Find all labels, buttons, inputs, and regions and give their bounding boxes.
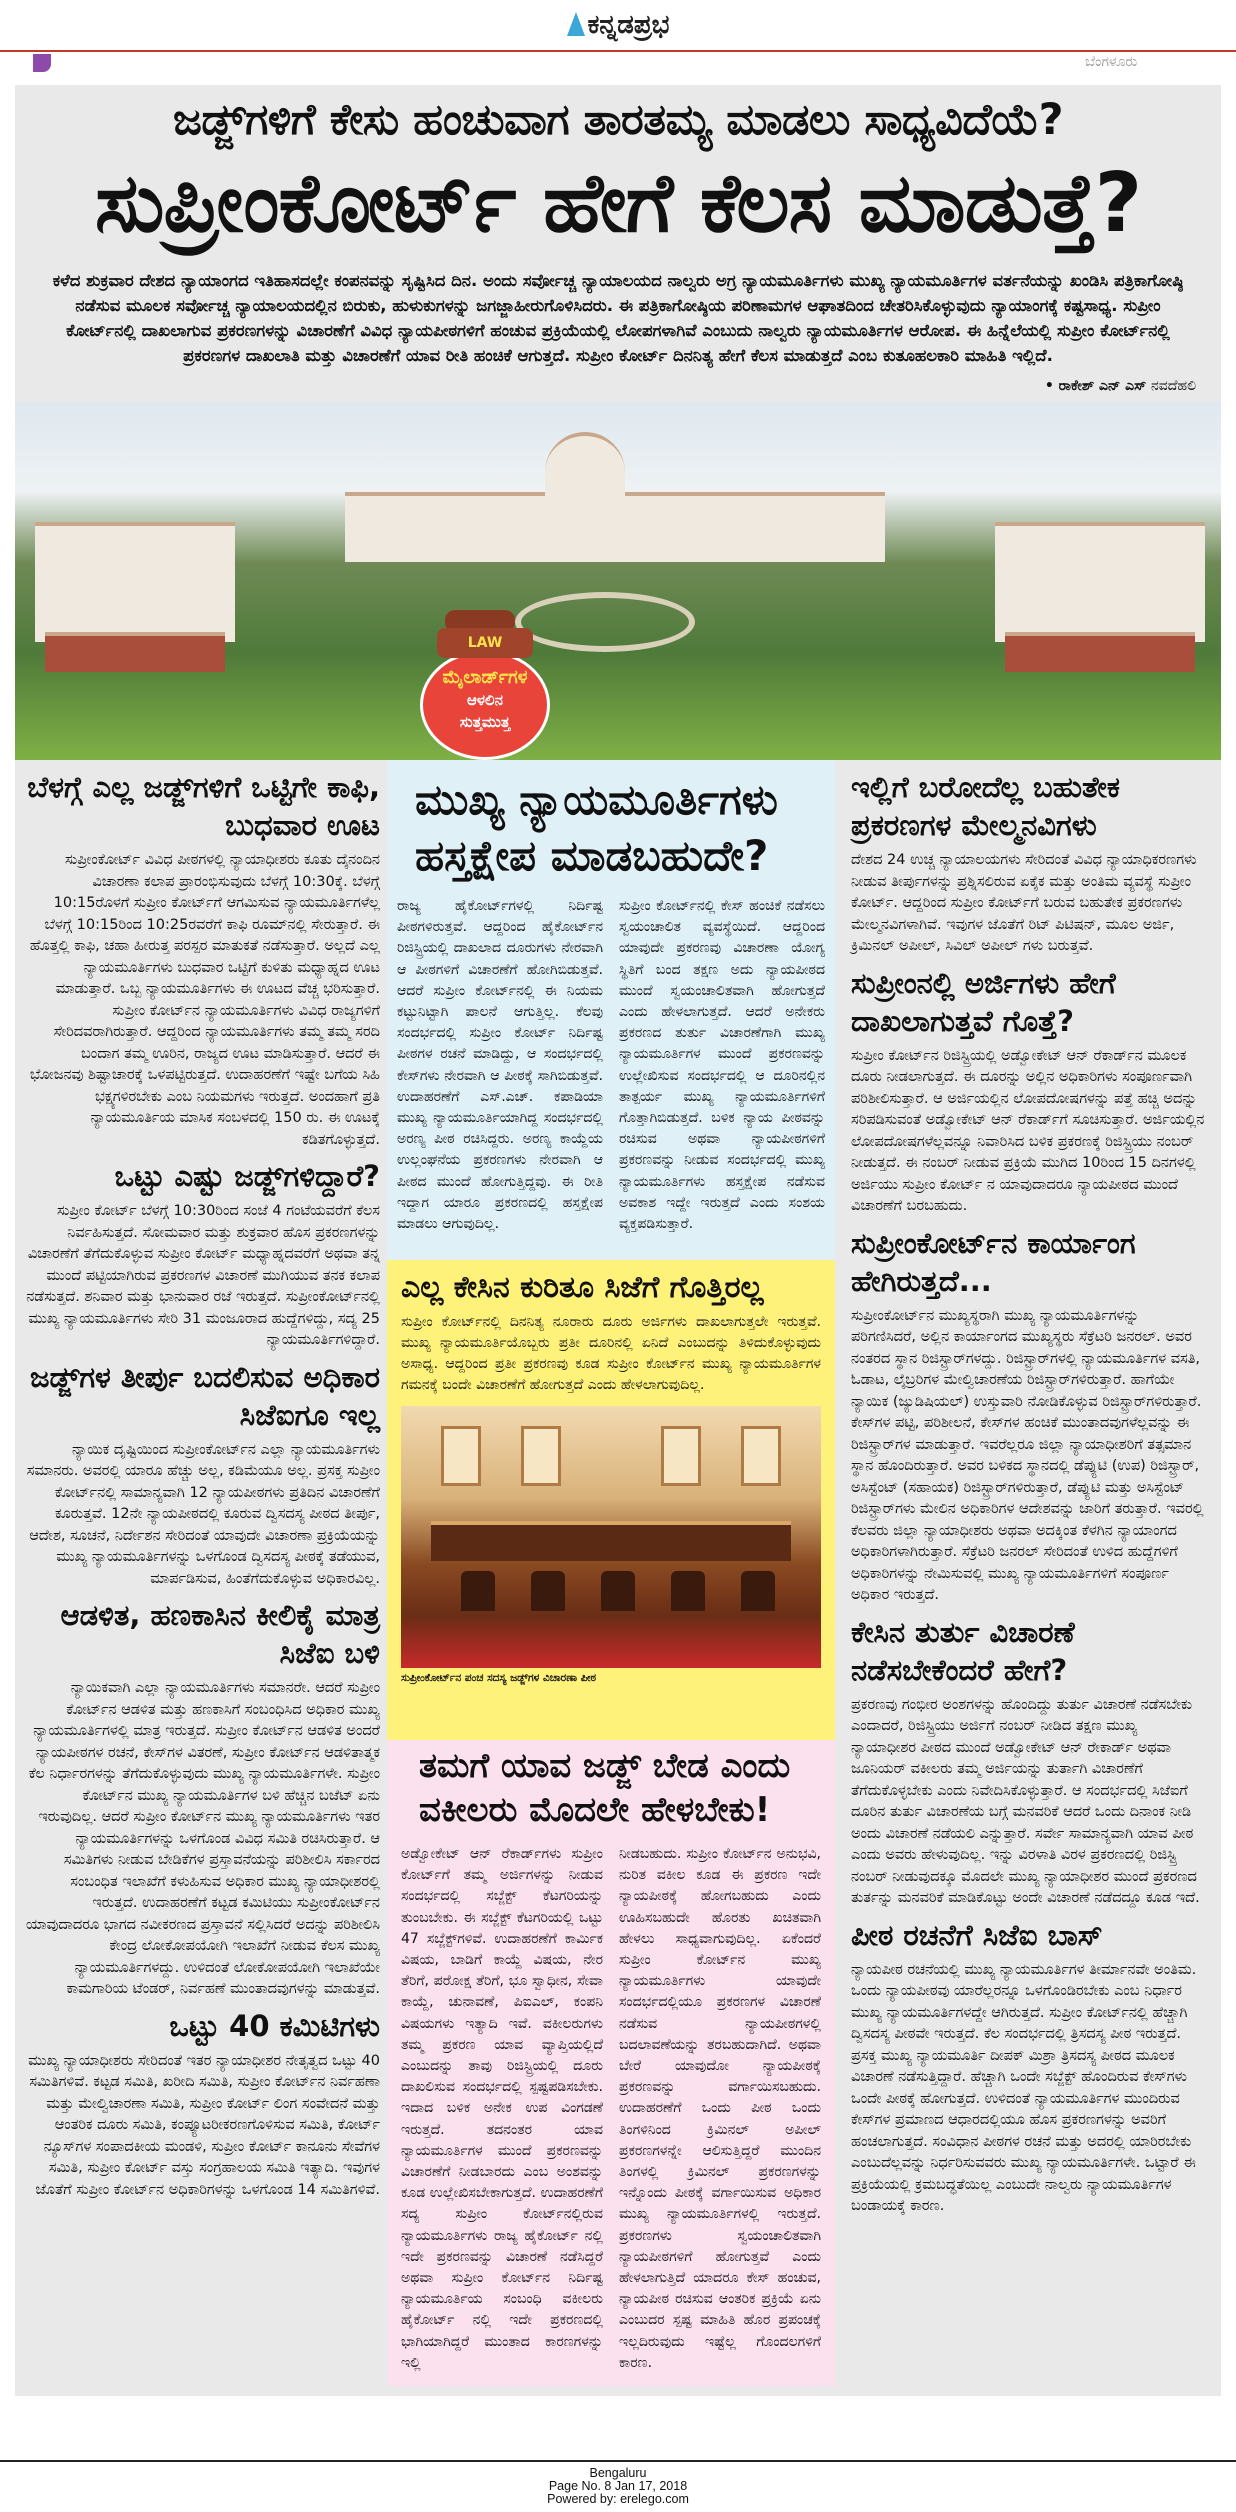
article-heading: ಇಲ್ಲಿಗೆ ಬರೋದೆಲ್ಲ ಬಹುತೇಕ ಪ್ರಕರಣಗಳ ಮೇಲ್ಮನವಿಗಳು <box>851 770 1120 842</box>
cji-intervention-box <box>387 760 835 1260</box>
article-body: ಮುಖ್ಯ ನ್ಯಾಯಾಧೀಶರು ಸೇರಿದಂತೆ ಇತರ ನ್ಯಾಯಾಧೀಶರ ನೇತೃತ್ವದ ಒಟ್ಟು 40 ಸಮಿತಿಗಳಿವೆ. ಕಟ್ಟಡ ಸಮಿತಿ, ಖರೀದಿ ಸಮಿತಿ, ಸುಪ್ರೀಂ ಕೋರ್ಟ್‌ನ ನಿರ್ವಹಣಾ ಮತ್ತು ಮೇಲ್ವಿಚಾರಣಾ ಸಮಿತಿ, ಸುಪ್ರೀಂ ಕೋರ್ಟ್ ಲಿಂಗ ಸಂವೇದನೆ ಮತ್ತು ಆಂತರಿಕ ದೂರು ಸಮಿತಿ, ಕಂಪ್ಯೂಟರೀಕರಣಗೊಳಿಸುವ ಸಮಿತಿ, ಕೋರ್ಟ್ ನ್ಯೂಸ್‌ಗಳ ಸಂಪಾದಕೀಯ ಮಂಡಳಿ, ಸುಪ್ರೀಂ ಕೋರ್ಟ್ ಕಾನೂನು ಸೇವೆಗಳ ಸಮಿತಿ, ಸುಪ್ರೀಂ ಕೋರ್ಟ್ ವಸ್ತು ಸಂಗ್ರಹಾಲಯ ಸಮಿತಿ ಇತ್ಯಾದಿ. ಇವುಗಳ ಜೊತೆಗೆ ಸುಪ್ರೀಂ ಕೋರ್ಟ್‌ನ ಅಧಿಕಾರಿಗಳನ್ನು ಒಳಗೊಂಡ 14 ಸಮಿತಿಗಳಿವೆ. <box>28 2052 380 2198</box>
lead-kicker: ಜಡ್ಜ್‌ಗಳಿಗೆ ಕೇಸು ಹಂಚುವಾಗ ತಾರತಮ್ಯ ಮಾಡಲು ಸಾಧ್ಯವಿದೆಯೆ? <box>172 95 1064 145</box>
article-body: ನ್ಯಾಯಿಕ ದೃಷ್ಟಿಯಿಂದ ಸುಪ್ರೀಂಕೋರ್ಟ್‌ನ ಎಲ್ಲಾ ನ್ಯಾಯಮೂರ್ತಿಗಳು ಸಮಾನರು. ಅವರಲ್ಲಿ ಯಾರೂ ಹೆಚ್ಚು ಅಲ್ಲ, ಕಡಿಮೆಯೂ ಅಲ್ಲ. ಪ್ರಸಕ್ತ ಸುಪ್ರೀಂ ಕೋರ್ಟ್‌ನಲ್ಲಿ ಸಾಮಾನ್ಯವಾಗಿ 12 ನ್ಯಾಯಪೀಠಗಳು ಪ್ರತಿದಿನ ವಿಚಾರಣೆಗೆ ಕೂರುತ್ತವೆ. 12ನೇ ನ್ಯಾಯಪೀಠದಲ್ಲಿ ಕೂರುವ ದ್ವಿಸದಸ್ಯ ಪೀಠದ ತೀರ್ಪು, ಆದೇಶ, ಸೂಚನೆ, ನಿರ್ದೇಶನ ಸೇರಿದಂತೆ ಯಾವುದೇ ವಿಚಾರಣಾ ಪ್ರಕ್ರಿಯೆಯನ್ನು ಮುಖ್ಯ ನ್ಯಾಯಮೂರ್ತಿಗಳನ್ನು ಒಳಗೊಂಡ ದ್ವಿಸದಸ್ಯ ಪೀಠಕ್ಕೆ ತಡೆಯುವ, ಮಾರ್ಪಡಿಸುವ, ಹಿಂತೆಗೆದುಕೊಳ್ಳುವ ಅಧಿಕಾರವಿಲ್ಲ. <box>26 1441 380 1587</box>
article-heading: ಸುಪ್ರೀಂನಲ್ಲಿ ಅರ್ಜಿಗಳು ಹೇಗೆ ದಾಖಲಾಗುತ್ತವೆ ಗೊತ್ತೆ? <box>851 965 1116 1038</box>
badge-line: ಮೈಲಾರ್ಡ್‌ಗಳ <box>442 667 528 688</box>
badge-circle <box>420 650 550 760</box>
edition-city: ಬೆಂಗಳೂರು <box>1085 54 1138 70</box>
box-heading: ಎಲ್ಲ ಕೇಸಿನ ಕುರಿತೂ ಸಿಜೆಗೆ ಗೊತ್ತಿರಲ್ಲ <box>401 1270 764 1305</box>
supreme-court-photo <box>15 402 1221 760</box>
cji-knowledge-box <box>387 1260 835 1740</box>
article-heading: ಸುಪ್ರೀಂಕೋರ್ಟ್‌ನ ಕಾರ್ಯಾಂಗ ಹೇಗಿರುತ್ತದೆ... <box>851 1225 1136 1298</box>
article-body: ಸುಪ್ರೀಂಕೋರ್ಟ್ ವಿವಿಧ ಪೀಠಗಳಲ್ಲಿ ನ್ಯಾಯಾಧೀಶರು ಕೂತು ದೈನಂದಿನ ವಿಚಾರಣಾ ಕಲಾಪ ಪ್ರಾರಂಭಿಸುವುದು ಬೆಳಗ್ಗೆ 10:30ಕ್ಕೆ. ಬೆಳಗ್ಗೆ 10:15ರೊಳಗೆ ಸುಪ್ರೀಂ ಕೋರ್ಟ್‌ಗೆ ಆಗಮಿಸುವ ನ್ಯಾಯಮೂರ್ತಿಗಳೆಲ್ಲ ಬೆಳಗ್ಗೆ 10:15ರಿಂದ 10:25ರವರೆಗೆ ಕಾಫಿ ರೂಮ್‌ನಲ್ಲಿ ಸೇರುತ್ತಾರೆ. ಈ ಹೊತ್ತಲ್ಲಿ ಕಾಫಿ, ಚಹಾ ಹೀರುತ್ತ ಪರಸ್ಪರ ಮಾತುಕತೆ ನಡೆಸುತ್ತಾರೆ. ಅಲ್ಲದೆ ಎಲ್ಲ ನ್ಯಾಯಮೂರ್ತಿಗಳು ಬುಧವಾರ ಒಟ್ಟಿಗೆ ಕುಳಿತು ಮಧ್ಯಾಹ್ನದ ಊಟ ಮಾಡುತ್ತಾರೆ. ಒಬ್ಬ ನ್ಯಾಯಮೂರ್ತಿಗಳು ಈ ಊಟದ ವೆಚ್ಚ ಭರಿಸುತ್ತಾರೆ. ಸುಪ್ರೀಂ ಕೋರ್ಟ್‌ನ ನ್ಯಾಯಮೂರ್ತಿಗಳು ವಿವಿಧ ರಾಜ್ಯಗಳಿಗೆ ಸೇರಿದವರಾಗಿರುತ್ತಾರೆ. ಆದ್ದರಿಂದ ನ್ಯಾಯಮೂರ್ತಿಗಳು ತಮ್ಮ ತಮ್ಮ ಸರದಿ ಬಂದಾಗ ತಮ್ಮ ಊರಿನ, ರಾಜ್ಯದ ಊಟ ಮಾಡಿಸುತ್ತಾರೆ. ಆದರೆ ಈ ಭೋಜನವು ಶಿಷ್ಟಾಚಾರಕ್ಕೆ ಒಳಪಟ್ಟಿರುತ್ತದೆ. ಉದಾಹರಣೆಗೆ ಇಷ್ಟೇ ಬಗೆಯ ಸಿಹಿ ಭಕ್ಷ್ಯಗಳಿರಬೇಕು ಎಂಬ ನಿಯಮಗಳು ಇರುತ್ತದೆ. ಅಂದಹಾಗೆ ಪ್ರತಿ ನ್ಯಾಯಮೂರ್ತಿಯ ಮಾಸಿಕ ಸಂಬಳದಲ್ಲಿ 150 ರು. ಈ ಊಟಕ್ಕೆ ಕಡಿತಗೊಳ್ಳುತ್ತದೆ. <box>29 852 380 1148</box>
box-body-col1: ಅಡ್ವೋಕೇಟ್ ಆನ್ ರೆಕಾರ್ಡ್‌ಗಳು ಸುಪ್ರೀಂ ಕೋರ್ಟ್‌ಗೆ ತಮ್ಮ ಅರ್ಜಿಗಳನ್ನು ನೀಡುವ ಸಂದರ್ಭದಲ್ಲಿ ಸಬ್ಜೆಕ್ಟ್ ಕೆಟಗರಿಯನ್ನು ತುಂಬಬೇಕು. ಈ ಸಬ್ಜೆಕ್ಟ್ ಕೆಟಗರಿಯಲ್ಲಿ ಒಟ್ಟು 47 ಸಬ್ಜೆಕ್ಟ್‌ಗಳಿವೆ. ಉದಾಹರಣೆಗೆ ಕಾರ್ಮಿಕ ವಿಷಯ, ಬಾಡಿಗೆ ಕಾಯ್ದೆ ವಿಷಯ, ನೇರ ತೆರಿಗೆ, ಪರೋಕ್ಷ ತೆರಿಗೆ, ಭೂ ಸ್ವಾಧೀನ, ಸೇವಾ ಕಾಯ್ದೆ, ಚುನಾವಣೆ, ಪಿಐಎಲ್, ಕಂಪನಿ ವಿಷಯಗಳು ಇತ್ಯಾದಿ ಇವೆ. ವಕೀಲರುಗಳು ತಮ್ಮ ಪ್ರಕರಣ ಯಾವ ವ್ಯಾಪ್ತಿಯಲ್ಲಿದೆ ಎಂಬುದನ್ನು ತಾವು ರಿಜಿಸ್ಟ್ರಿಯಲ್ಲಿ ದೂರು ದಾಖಲಿಸುವ ಸಂದರ್ಭದಲ್ಲಿ ಸ್ಪಷ್ಟಪಡಿಸಬೇಕು. ಇದಾದ ಬಳಿಕ ಅನೇಕ ಉಪ ವಿಂಗಡಣೆ ಇರುತ್ತದೆ. ತದನಂತರ ಯಾವ ನ್ಯಾಯಮೂರ್ತಿಗಳ ಮುಂದೆ ಪ್ರಕರಣವನ್ನು ವಿಚಾರಣೆಗೆ ನೀಡಬಾರದು ಎಂಬ ಅಂಶವನ್ನು ಕೂಡ ಉಲ್ಲೇಖಿಸಬೇಕಾಗುತ್ತದೆ. ಉದಾಹರಣೆಗೆ ಸದ್ಯ ಸುಪ್ರೀಂ ಕೋರ್ಟ್‌ನಲ್ಲಿರುವ ನ್ಯಾಯಮೂರ್ತಿಗಳು ರಾಜ್ಯ ಹೈಕೋರ್ಟ್ ನಲ್ಲಿ ಇದೇ ಪ್ರಕರಣವನ್ನು ವಿಚಾರಣೆ ನಡೆಸಿದ್ದರೆ ಅಥವಾ ಸುಪ್ರೀಂ ಕೋರ್ಟ್‌ನ ನಿರ್ದಿಷ್ಟ ನ್ಯಾಯಮೂರ್ತಿಯ ಸಂಬಂಧಿ ವಕೀಲರು ಹೈಕೋರ್ಟ್ ನಲ್ಲಿ ಇದೇ ಪ್ರಕರಣದಲ್ಲಿ ಭಾಗಿಯಾಗಿದ್ದರೆ ಮುಂತಾದ ಕಾರಣಗಳನ್ನು ಇಲ್ಲಿ <box>401 1846 603 2371</box>
byline-place: ನವದೆಹಲಿ <box>1151 378 1196 394</box>
article-columns <box>15 760 1221 2386</box>
newspaper-logo[interactable] <box>0 10 1236 41</box>
edition-bar <box>0 52 1236 85</box>
photo-caption: ಸುಪ್ರೀಂಕೋರ್ಟ್‌ನ ಪಂಚ ಸದಸ್ಯ ಜಡ್ಜ್‌ಗಳ ವಿಚಾರಣಾ ಪೀಠ <box>401 1672 597 1684</box>
footer-powered-by[interactable]: Powered by: erelego.com <box>547 2492 689 2507</box>
law-column-badge <box>415 610 555 760</box>
section-mark-icon <box>33 54 51 72</box>
lead-headline: ಸುಪ್ರೀಂಕೋರ್ಟ್ ಹೇಗೆ ಕೆಲಸ ಮಾಡುತ್ತೆ? <box>94 156 1142 251</box>
article-heading: ಬೆಳಗ್ಗೆ ಎಲ್ಲ ಜಡ್ಜ್‌ಗಳಿಗೆ ಒಟ್ಟಿಗೇ ಕಾಫಿ, ಬುಧವಾರ ಊಟ <box>27 770 380 842</box>
box-heading: ವಕೀಲರು ಮೊದಲೇ ಹೇಳಬೇಕು! <box>419 1790 771 1830</box>
article-body: ದೇಶದ 24 ಉಚ್ಚ ನ್ಯಾಯಾಲಯಗಳು ಸೇರಿದಂತೆ ವಿವಿಧ ನ್ಯಾಯಾಧಿಕರಣಗಳು ನೀಡುವ ತೀರ್ಪುಗಳನ್ನು ಪ್ರಶ್ನಿಸಲಿರುವ ಏಕೈಕ ಮತ್ತು ಅಂತಿಮ ವ್ಯವಸ್ಥೆ ಸುಪ್ರೀಂ ಕೋರ್ಟ್. ಆದ್ದರಿಂದ ಸುಪ್ರೀಂ ಕೋರ್ಟ್‌ಗೆ ಬರುವ ಬಹುತೇಕ ಪ್ರಕರಣಗಳು ಮೇಲ್ಮನವಿಗಳಾಗಿವೆ. ಇವುಗಳ ಜೊತೆಗೆ ರಿಟ್ ಪಿಟಿಷನ್, ಮೂಲ ಅರ್ಜಿ, ಕ್ರಿಮಿನಲ್ ಅಪೀಲ್, ಸಿವಿಲ್ ಅಪೀಲ್ ಗಳು ಬರುತ್ತವೆ. <box>851 852 1197 954</box>
article-body: ನ್ಯಾಯಪೀಠ ರಚನೆಯಲ್ಲಿ ಮುಖ್ಯ ನ್ಯಾಯಮೂರ್ತಿಗಳ ತೀರ್ಮಾನವೇ ಅಂತಿಮ. ಒಂದು ನ್ಯಾಯಪೀಠವು ಯಾರೆಲ್ಲರನ್ನೂ ಒಳಗೊಂಡಿರಬೇಕು ಎಂಬ ನಿರ್ಧಾರ ಮುಖ್ಯ ನ್ಯಾಯಮೂರ್ತಿಗಳದ್ದೇ ಆಗಿರುತ್ತದೆ. ಸುಪ್ರೀಂ ಕೋರ್ಟ್‌ನಲ್ಲಿ ಹೆಚ್ಚಾಗಿ ದ್ವಿಸದಸ್ಯ ಪೀಠವೇ ಇರುತ್ತದೆ. ಕೆಲ ಸಂದರ್ಭದಲ್ಲಿ ತ್ರಿಸದಸ್ಯ ಪೀಠ ಇರುತ್ತದೆ. ಪ್ರಸಕ್ತ ಮುಖ್ಯ ನ್ಯಾಯಮೂರ್ತಿ ದೀಪಕ್ ಮಿಶ್ರಾ ತ್ರಿಸದಸ್ಯ ಪೀಠದ ಮೂಲಕ ವಿಚಾರಣೆ ನಡೆಸುತ್ತಿದ್ದಾರೆ. ಹೆಚ್ಚಾಗಿ ಒಂದೇ ಸಬ್ಜೆಕ್ಟ್ ಹೊಂದಿರುವ ಕೇಸ್‌ಗಳು ಒಂದೇ ಪೀಠಕ್ಕೆ ಹೋಗುತ್ತದೆ. ಉಳಿದಂತೆ ನ್ಯಾಯಮೂರ್ತಿಗಳ ಮುಂದಿರುವ ಕೇಸ್‌ಗಳ ಪ್ರಮಾಣದ ಆಧಾರದಲ್ಲಿಯೂ ಹೊಸ ಪ್ರಕರಣಗಳನ್ನು ಅವರಿಗೆ ಹಂಚಲಾಗುತ್ತದೆ. ಸಂವಿಧಾನ ಪೀಠಗಳ ರಚನೆ ಮತ್ತು ಅದರಲ್ಲಿ ಯಾರಿರಬೇಕು ಎಂಬುದೆಲ್ಲವನ್ನು ನಿರ್ಧರಿಸುವವರು ಮುಖ್ಯ ನ್ಯಾಯಮೂರ್ತಿಗಳೇ. ಒಟ್ಟಾರೆ ಈ ಪ್ರಕ್ರಿಯೆಯಲ್ಲಿ ಕ್ರಮಬದ್ಧತೆಯಿಲ್ಲ ಎಂಬುದೇ ನಾಲ್ವರು ನ್ಯಾಯಮೂರ್ತಿಗಳ ಬಂಡಾಯಕ್ಕೆ ಕಾರಣ. <box>851 1961 1197 2214</box>
box-heading: ತಮಗೆ ಯಾವ ಜಡ್ಜ್ ಬೇಡ ಎಂದು <box>419 1746 791 1786</box>
article-body: ಸುಪ್ರೀಂ ಕೋರ್ಟ್ ಬೆಳಗ್ಗೆ 10:30ರಿಂದ ಸಂಜೆ 4 ಗಂಟೆಯವರೆಗೆ ಕೆಲಸ ನಿರ್ವಹಿಸುತ್ತದೆ. ಸೋಮವಾರ ಮತ್ತು ಶುಕ್ರವಾರ ಹೊಸ ಪ್ರಕರಣಗಳನ್ನು ವಿಚಾರಣೆಗೆ ತೆಗೆದುಕೊಳ್ಳುವ ಸುಪ್ರೀಂ ಕೋರ್ಟ್ ಮಧ್ಯಾಹ್ನದವರೆಗೆ ಅಥವಾ ತನ್ನ ಮುಂದೆ ಪಟ್ಟಿಯಾಗಿರುವ ಪ್ರಕರಣಗಳ ವಿಚಾರಣೆ ಮುಗಿಯುವ ತನಕ ಕಲಾಪ ನಡೆಸುತ್ತದೆ. ಶನಿವಾರ ಮತ್ತು ಭಾನುವಾರ ರಜೆ ಇರುತ್ತದೆ. ಸುಪ್ರೀಂಕೋರ್ಟ್‌ನಲ್ಲಿ ಮುಖ್ಯ ನ್ಯಾಯಮೂರ್ತಿಗಳು ಸೇರಿ 31 ಮಂಜೂರಾದ ಹುದ್ದೆಗಳಿದ್ದು, ಸದ್ಯ 25 ನ್ಯಾಯಮೂರ್ತಿಗಳಿದ್ದಾರೆ. <box>26 1203 380 1348</box>
badge-law-label: LAW <box>437 628 533 658</box>
article-heading: ಆಡಳಿತ, ಹಣಕಾಸಿನ ಕೀಲಿಕೈ ಮಾತ್ರ ಸಿಜೆಐ ಬಳಿ <box>60 1598 380 1670</box>
footer-city: Bengaluru <box>589 2466 647 2481</box>
page-panel <box>15 85 1221 2396</box>
lead-intro: ಕಳೆದ ಶುಕ್ರವಾರ ದೇಶದ ನ್ಯಾಯಾಂಗದ ಇತಿಹಾಸದಲ್ಲೇ ಕಂಪನವನ್ನು ಸೃಷ್ಟಿಸಿದ ದಿನ. ಅಂದು ಸರ್ವೋಚ್ಚ ನ್ಯಾಯಾಲಯದ ನಾಲ್ವರು ಅಗ್ರ ನ್ಯಾಯಮೂರ್ತಿಗಳು ಮುಖ್ಯ ನ್ಯಾಯಮೂರ್ತಿಗಳ ವರ್ತನೆಯನ್ನು ಖಂಡಿಸಿ ಪತ್ರಿಕಾಗೋಷ್ಠಿ ನಡೆಸುವ ಮೂಲಕ ಸರ್ವೋಚ್ಚ ನ್ಯಾಯಾಲಯದಲ್ಲಿನ ಬಿರುಕು, ಹುಳುಕುಗಳನ್ನು ಜಗಜ್ಜಾಹೀರುಗೊಳಿಸಿದರು. ಈ ಪತ್ರಿಕಾಗೋಷ್ಠಿಯ ಪರಿಣಾಮಗಳ ಆಘಾತದಿಂದ ಚೇತರಿಸಿಕೊಳ್ಳುವುದು ನ್ಯಾಯಾಂಗಕ್ಕೆ ಕಷ್ಟಸಾಧ್ಯ. ಸುಪ್ರೀಂ ಕೋರ್ಟ್‌ನಲ್ಲಿ ದಾಖಲಾಗುವ ಪ್ರಕರಣಗಳನ್ನು ವಿಚಾರಣೆಗೆ ವಿವಿಧ ನ್ಯಾಯಪೀಠಗಳಿಗೆ ಹಂಚುವ ಪ್ರಕ್ರಿಯೆಯಲ್ಲಿ ಲೋಪಗಳಾಗಿವೆ ಎಂಬುದು ನಾಲ್ವರು ನ್ಯಾಯಮೂರ್ತಿಗಳ ಆರೋಪ. ಈ ಹಿನ್ನೆಲೆಯಲ್ಲಿ ಸುಪ್ರೀಂ ಕೋರ್ಟ್‌ನಲ್ಲಿ ಪ್ರಕರಣಗಳ ದಾಖಲಾತಿ ಮತ್ತು ವಿಚಾರಣೆಗೆ ಯಾವ ರೀತಿ ಹಂಚಿಕೆ ಆಗುತ್ತದೆ. ಸುಪ್ರೀಂ ಕೋರ್ಟ್ ದಿನನಿತ್ಯ ಹೇಗೆ ಕೆಲಸ ಮಾಡುತ್ತದೆ ಎಂಬ ಕುತೂಹಲಕಾರಿ ಮಾಹಿತಿ ಇಲ್ಲಿದೆ. <box>52 271 1184 365</box>
logo-text: ಕನ್ನಡಪ್ರಭ <box>587 10 670 40</box>
logo-triangle-icon <box>567 12 585 36</box>
footer-page-date: Page No. 8 Jan 17, 2018 <box>548 2479 688 2494</box>
badge-line: ಆಳಲಿನ <box>467 691 503 709</box>
article-heading: ಜಡ್ಜ್‌ಗಳ ತೀರ್ಪು ಬದಲಿಸುವ ಅಧಿಕಾರ ಸಿಜೆಐಗೂ ಇಲ್ಲ <box>30 1359 380 1432</box>
box-body-col2: ಸುಪ್ರೀಂ ಕೋರ್ಟ್‌ನಲ್ಲಿ ಕೇಸ್ ಹಂಚಿಕೆ ನಡೆಸಲು ಸ್ವಯಂಚಾಲಿತ ವ್ಯವಸ್ಥೆಯಿದೆ. ಆದ್ದರಿಂದ ಯಾವುದೇ ಪ್ರಕರಣವು ವಿಚಾರಣಾ ಯೋಗ್ಯ ಸ್ಥಿತಿಗೆ ಬಂದ ತಕ್ಷಣ ಅದು ನ್ಯಾಯಪೀಠದ ಮುಂದೆ ಸ್ವಯಂಚಾಲಿತವಾಗಿ ಹೋಗುತ್ತದೆ ಎಂದು ಹೇಳಲಾಗುತ್ತದೆ. ಆದರೆ ಅನೇಕರು ಪ್ರಕರಣದ ತುರ್ತು ವಿಚಾರಣೆಗಾಗಿ ಮುಖ್ಯ ನ್ಯಾಯಮೂರ್ತಿಗಳ ಮುಂದೆ ಪ್ರಕರಣವನ್ನು ಉಲ್ಲೇಖಿಸುವ ಸಂದರ್ಭದಲ್ಲಿ ಆ ದೂರಿನಲ್ಲಿನ ತಾತ್ಪರ್ಯ ಮುಖ್ಯ ನ್ಯಾಯಮೂರ್ತಿಗಳಿಗೆ ಗೊತ್ತಾಗಿಬಿಡುತ್ತದೆ. ಬಳಿಕ ನ್ಯಾಯ ಪೀಠವನ್ನು ರಚಿಸುವ ಅಥವಾ ನ್ಯಾಯಪೀಠಗಳಿಗೆ ಪ್ರಕರಣವನ್ನು ನೀಡುವ ಸಂದರ್ಭದಲ್ಲಿ ಮುಖ್ಯ ನ್ಯಾಯಮೂರ್ತಿಗಳು ಹಸ್ತಕ್ಷೇಪ ನಡೆಸುವ ಅವಕಾಶ ಇದ್ದೇ ಇರುತ್ತದೆ ಎಂದು ಸಂಶಯ ವ್ಯಕ್ತಪಡಿಸುತ್ತಾರೆ. <box>619 898 825 1233</box>
byline-author: • ರಾಕೇಶ್ ಎನ್ ಎಸ್ <box>1044 378 1147 394</box>
article-heading: ಒಟ್ಟು 40 ಕಮಿಟಿಗಳು <box>169 2008 380 2043</box>
courtroom-photo <box>401 1406 821 1668</box>
right-column <box>841 760 1211 2218</box>
box-body: ಸುಪ್ರೀಂ ಕೋರ್ಟ್‌ನಲ್ಲಿ ದಿನನಿತ್ಯ ನೂರಾರು ದೂರು ಅರ್ಜಿಗಳು ದಾಖಲಾಗುತ್ತಲೇ ಇರುತ್ತವೆ. ಮುಖ್ಯ ನ್ಯಾಯಮೂರ್ತಿಯೊಬ್ಬರು ಪ್ರತೀ ದೂರಿನಲ್ಲಿ ಏನಿದೆ ಎಂಬುದನ್ನು ತಿಳಿದುಕೊಳ್ಳುವುದು ಅಸಾಧ್ಯ. ಆದ್ದರಿಂದ ಪ್ರತೀ ಪ್ರಕರಣವು ಕೂಡ ಸುಪ್ರೀಂ ಕೋರ್ಟ್‌ನ ಮುಖ್ಯ ನ್ಯಾಯಮೂರ್ತಿಗಳ ಗಮನಕ್ಕೆ ಬಂದೇ ವಿಚಾರಣೆಗೆ ಹೋಗುತ್ತದೆ ಎಂದು ಹೇಳಲಾಗುವುದಿಲ್ಲ. <box>401 1314 821 1393</box>
page-footer <box>0 2462 1236 2512</box>
article-body: ಸುಪ್ರೀಂ ಕೋರ್ಟ್‌ನ ರಿಜಿಸ್ಟ್ರಿಯಲ್ಲಿ ಅಡ್ವೋಕೇಟ್ ಆನ್ ರೆಕಾರ್ಡ್‌ನ ಮೂಲಕ ದೂರು ನೀಡಲಾಗುತ್ತದೆ. ಈ ದೂರನ್ನು ಅಲ್ಲಿನ ಅಧಿಕಾರಿಗಳು ಸಂಪೂರ್ಣವಾಗಿ ಪರಿಶೀಲಿಸುತ್ತಾರೆ. ಆ ಅರ್ಜಿಯಲ್ಲಿನ ಲೋಪದೋಷಗಳನ್ನು ಪತ್ತೆ ಹಚ್ಚಿ ಅದನ್ನು ಸರಿಪಡಿಸುವಂತೆ ಅಡ್ವೋಕೇಟ್ ಆನ್ ರೆಕಾರ್ಡ್‌ಗೆ ಸೂಚಿಸುತ್ತಾರೆ. ಅರ್ಜಿಯಲ್ಲಿನ ಲೋಪದೋಷಗಳೆಲ್ಲವನ್ನೂ ನಿವಾರಿಸಿದ ಬಳಿಕ ಪ್ರಕರಣಕ್ಕೆ ರಿಜಿಸ್ಟ್ರಿಯು ನಂಬರ್ ನೀಡುತ್ತದೆ. ಈ ನಂಬರ್ ನೀಡುವ ಪ್ರಕ್ರಿಯೆ ಮುಗಿದ 10ರಿಂದ 15 ದಿನಗಳಲ್ಲಿ ಅರ್ಜಿಯು ಸುಪ್ರೀಂ ಕೋರ್ಟ್ ನ ಯಾವುದಾದರೂ ನ್ಯಾಯಪೀಠದ ಮುಂದೆ ವಿಚಾರಣೆಗೆ ಬರಬಹುದು. <box>851 1047 1205 1214</box>
article-body: ಪ್ರಕರಣವು ಗಂಭೀರ ಅಂಶಗಳನ್ನು ಹೊಂದಿದ್ದು ತುರ್ತು ವಿಚಾರಣೆ ನಡೆಸಬೇಕು ಎಂದಾದರೆ, ರಿಜಿಸ್ಟ್ರಿಯು ಅರ್ಜಿಗೆ ನಂಬರ್ ನೀಡಿದ ತಕ್ಷಣ ಮುಖ್ಯ ನ್ಯಾಯಾಧೀಶರ ಪೀಠದ ಮುಂದೆ ಅಡ್ವೋಕೇಟ್ ಆನ್ ರೇಕಾರ್ಡ್ ಅಥವಾ ಜೂನಿಯರ್ ವಕೀಲರು ತಮ್ಮ ಅರ್ಜಿಯನ್ನು ತುರ್ತಾಗಿ ವಿಚಾರಣೆಗೆ ತೆಗೆದುಕೊಳ್ಳಬೇಕು ಎಂದು ನಿವೇದಿಸಿಕೊಳ್ಳುತ್ತಾರೆ. ಆ ಸಂದರ್ಭದಲ್ಲಿ ಸಿಜೆಐಗೆ ದೂರಿನ ತುರ್ತು ವಿಚಾರಣೆಯ ಬಗ್ಗೆ ಮನವರಿಕೆ ಆದರೆ ಒಂದು ದಿನಾಂಕ ನೀಡಿ ಅಂದು ವಿಚಾರಣೆ ನಡೆಯಲಿ ಎನ್ನುತ್ತಾರೆ. ಸರ್ವೇ ಸಾಮಾನ್ಯವಾಗಿ ಯಾವ ಪೀಠ ಎಂದು ಅವರು ಹೇಳುವುದಿಲ್ಲ. ಇನ್ನು ವಿರಳಾತಿ ವಿರಳ ಪ್ರಕರಣದಲ್ಲಿ ರಿಜಿಸ್ಟ್ರಿ ನಂಬರ್ ನೀಡುವುದಕ್ಕೂ ಮೊದಲೇ ಮುಖ್ಯ ನ್ಯಾಯಾಧೀಶರ ಮುಂದೆ ಪ್ರಕರಣದ ತುರ್ತನ್ನು ಮನವರಿಕೆ ಮಾಡಿಕೊಟ್ಟು ಅಂದೇ ವಿಚಾರಣೆ ನಡೆದದ್ದೂ ಕೂಡ ಇದೆ. <box>851 1696 1200 1906</box>
article-heading: ಒಟ್ಟು ಎಷ್ಟು ಜಡ್ಜ್‌ಗಳಿದ್ದಾರೆ? <box>114 1159 380 1193</box>
box-body-col1: ರಾಜ್ಯ ಹೈಕೋರ್ಟ್‌ಗಳಲ್ಲಿ ನಿರ್ದಿಷ್ಟ ಪೀಠಗಳಿರುತ್ತವೆ. ಆದ್ದರಿಂದ ಹೈಕೋರ್ಟ್‌ನ ರಿಜಿಸ್ಟ್ರಿಯಲ್ಲಿ ದಾಖಲಾದ ದೂರುಗಳು ನೇರವಾಗಿ ಆ ಪೀಠಗಳಿಗೆ ವಿಚಾರಣೆಗೆ ಹೋಗಿಬಿಡುತ್ತವೆ. ಆದರೆ ಸುಪ್ರೀಂ ಕೋರ್ಟ್‌ನಲ್ಲಿ ಈ ನಿಯಮ ಕಟ್ಟುನಿಟ್ಟಾಗಿ ಪಾಲನೆ ಆಗುತ್ತಿಲ್ಲ. ಕೆಲವು ಸಂದರ್ಭದಲ್ಲಿ ಸುಪ್ರೀಂ ಕೋರ್ಟ್ ನಿರ್ದಿಷ್ಟ ಪೀಠಗಳ ರಚನೆ ಮಾಡಿದ್ದು, ಆ ಸಂದರ್ಭದಲ್ಲಿ ಕೇಸ್‌ಗಳು ನೇರವಾಗಿ ಆ ಪೀಠಕ್ಕೆ ಸಾಗಿಬಿಡುತ್ತವೆ. ಉದಾಹರಣೆಗೆ ಎಸ್.ಎಚ್. ಕಪಾಡಿಯಾ ಮುಖ್ಯ ನ್ಯಾಯಮೂರ್ತಿಯಾಗಿದ್ದ ಸಂದರ್ಭದಲ್ಲಿ ಅರಣ್ಯ ಪೀಠ ರಚಿಸಿದ್ದರು. ಅರಣ್ಯ ಕಾಯ್ದೆಯ ಉಲ್ಲಂಘನೆಯ ಪ್ರಕರಣಗಳು ನೇರವಾಗಿ ಆ ಪೀಠದ ಮುಂದೆ ಹೋಗುತ್ತಿದ್ದವು. ಈ ರೀತಿ ಇದ್ದಾಗ ಯಾರೂ ಪ್ರಕರಣದಲ್ಲಿ ಹಸ್ತಕ್ಷೇಪ ಮಾಡಲು ಆಗುವುದಿಲ್ಲ. <box>397 898 603 1233</box>
box-body-col2: ನೀಡಬಹುದು. ಸುಪ್ರೀಂ ಕೋರ್ಟ್‌ನ ಅನುಭವಿ, ನುರಿತ ವಕೀಲ ಕೂಡ ಈ ಪ್ರಕರಣ ಇದೇ ನ್ಯಾಯಪೀಠಕ್ಕೆ ಹೋಗಬಹುದು ಎಂದು ಊಹಿಸಬಹುದೇ ಹೊರತು ಖಚಿತವಾಗಿ ಹೇಳಲು ಸಾಧ್ಯವಾಗುವುದಿಲ್ಲ. ಏಕೆಂದರೆ ಸುಪ್ರೀಂ ಕೋರ್ಟ್‌ನ ಮುಖ್ಯ ನ್ಯಾಯಮೂರ್ತಿಗಳು ಯಾವುದೇ ಸಂದರ್ಭದಲ್ಲಿಯೂ ಪ್ರಕರಣಗಳ ವಿಚಾರಣೆ ನಡೆಸುವ ನ್ಯಾಯಪೀಠಗಳಲ್ಲಿ ಬದಲಾವಣೆಯನ್ನು ತರಬಹುದಾಗಿದೆ. ಅಥವಾ ಬೇರೆ ಯಾವುದೋ ನ್ಯಾಯಪೀಠಕ್ಕೆ ಪ್ರಕರಣವನ್ನು ವರ್ಗಾಯಿಸಬಹುದು. ಉದಾಹರಣೆಗೆ ಒಂದು ಪೀಠ ಒಂದು ತಿಂಗಳಿನಿಂದ ಕ್ರಿಮಿನಲ್ ಅಪೀಲ್ ಪ್ರಕರಣಗಳನ್ನೇ ಆಲಿಸುತ್ತಿದ್ದರೆ ಮುಂದಿನ ತಿಂಗಳಲ್ಲಿ ಕ್ರಿಮಿನಲ್ ಪ್ರಕರಣಗಳನ್ನು ಇನ್ನೊಂದು ಪೀಠಕ್ಕೆ ವರ್ಗಾಯಿಸುವ ಅಧಿಕಾರ ಮುಖ್ಯ ನ್ಯಾಯಮೂರ್ತಿಗಳಲ್ಲಿ ಇರುತ್ತದೆ. ಪ್ರಕರಣಗಳು ಸ್ವಯಂಚಾಲಿತವಾಗಿ ನ್ಯಾಯಪೀಠಗಳಿಗೆ ಹೋಗುತ್ತವೆ ಎಂದು ಹೇಳಲಾಗುತ್ತಿದೆ ಯಾದರೂ ಕೇಸ್ ಹಂಚುವ, ನ್ಯಾಯಪೀಠ ರಚಿಸುವ ಆಂತರಿಕ ಪ್ರಕ್ರಿಯೆ ಏನು ಎಂಬುದರ ಸ್ಪಷ್ಟ ಮಾಹಿತಿ ಹೊರ ಪ್ರಪಂಚಕ್ಕೆ ಇಲ್ಲದಿರುವುದು ಇಷ್ಟೆಲ್ಲ ಗೊಂದಲಗಳಿಗೆ ಕಾರಣ. <box>619 1846 821 2371</box>
lawyer-objection-box <box>387 1740 835 2386</box>
badge-line: ಸುತ್ತಮುತ್ತ <box>459 713 511 731</box>
article-body: ಸುಪ್ರೀಂಕೋರ್ಟ್‌ನ ಮುಖ್ಯಸ್ಥರಾಗಿ ಮುಖ್ಯ ನ್ಯಾಯಮೂರ್ತಿಗಳನ್ನು ಪರಿಗಣಿಸಿದರೆ, ಅಲ್ಲಿನ ಕಾರ್ಯಾಂಗದ ಮುಖ್ಯಸ್ಥರು ಸೆಕ್ರೆಟರಿ ಜನರಲ್. ಅವರ ನಂತರದ ಸ್ಥಾನ ರಿಜಿಸ್ಟ್ರಾರ್‌ಗಳದ್ದು. ರಿಜಿಸ್ಟ್ರಾರ್‌ಗಳಲ್ಲಿ ನ್ಯಾಯಮೂರ್ತಿಗಳ ವಸತಿ, ಓಡಾಟ, ಲೈಬ್ರರಿಗಳ ಮೇಲ್ವಿಚಾರಣೆಯ ರಿಜಿಸ್ಟ್ರಾರ್‌ಗಳಿರುತ್ತಾರೆ. ಹಾಗೆಯೇ ನ್ಯಾಯಿಕ (ಜ್ಯುಡಿಷಿಯಲ್) ಉಸ್ತುವಾರಿ ನೋಡಿಕೊಳ್ಳುವ ರಿಜಿಸ್ಟ್ರಾರ್‌ಗಳಿರುತ್ತಾರೆ. ಕೇಸ್‌ಗಳ ಪಟ್ಟಿ, ಪರಿಶೀಲನೆ, ಕೇಸ್‌ಗಳ ಹಂಚಿಕೆ ಮುಂತಾದವುಗಳೆಲ್ಲವನ್ನು ಈ ರಿಜಿಸ್ಟ್ರಾರ್‌ಗಳ ಮಾಡುತ್ತಾರೆ. ಇವರೆಲ್ಲರೂ ಜಿಲ್ಲಾ ನ್ಯಾಯಾಧೀಶರಿಗೆ ತತ್ಸಮಾನ ಸ್ಥಾನ ಹೊಂದಿರುತ್ತಾರೆ. ಅವರ ಬಳಿಕದ ಸ್ಥಾನದಲ್ಲಿ ಡೆಪ್ಯುಟಿ (ಉಪ) ರಿಜಿಸ್ಟ್ರಾರ್, ಅಸಿಸ್ಟೆಂಟ್ (ಸಹಾಯಕ) ರಿಜಿಸ್ಟ್ರಾರ್‌ಗಳಿರುತ್ತಾರೆ, ಡೆಪ್ಯುಟಿ ಮತ್ತು ಅಸಿಸ್ಟೆಂಟ್ ರಿಜಿಸ್ಟ್ರಾರ್‌ಗಳು ಮೇಲಿನ ಅಧಿಕಾರಿಗಳ ಆದೇಶವನ್ನು ಜಾರಿಗೆ ತರುತ್ತಾರೆ. ಇವರಲ್ಲಿ ಕೆಲವರು ಜಿಲ್ಲಾ ನ್ಯಾಯಾಧೀಶರು ಅಥವಾ ಅದಕ್ಕಿಂತ ಕೆಳಗಿನ ನ್ಯಾಯಾಂಗದ ಅಧಿಕಾರಿಗಳಾಗಿರುತ್ತಾರೆ. ಸೆಕ್ರೆಟರಿ ಜನರಲ್ ಸೇರಿದಂತೆ ಉಳಿದ ಹುದ್ದೆಗಳಿಗೆ ಅಧಿಕಾರಿಗಳನ್ನು ನೇಮಿಸುವಲ್ಲಿ ಮುಖ್ಯ ನ್ಯಾಯಮೂರ್ತಿಗಳಿಗೆ ಸಂಪೂರ್ಣ ಅಧಿಕಾರ ಇರುತ್ತದೆ. <box>851 1307 1204 1603</box>
box-heading: ಹಸ್ತಕ್ಷೇಪ ಮಾಡಬಹುದೇ? <box>415 831 769 880</box>
byline <box>15 376 1221 396</box>
middle-column <box>387 760 835 2386</box>
article-heading: ಕೇಸಿನ ತುರ್ತು ವಿಚಾರಣೆ ನಡೆಸಬೇಕೆಂದರೆ ಹೇಗೆ? <box>851 1614 1075 1687</box>
box-heading: ಮುಖ್ಯ ನ್ಯಾಯಮೂರ್ತಿಗಳು <box>415 775 778 824</box>
left-column <box>20 760 385 2201</box>
article-heading: ಪೀಠ ರಚನೆಗೆ ಸಿಜೆಐ ಬಾಸ್ <box>851 1917 1103 1952</box>
masthead-bar <box>0 0 1236 52</box>
article-body: ನ್ಯಾಯಿಕವಾಗಿ ಎಲ್ಲಾ ನ್ಯಾಯಮೂರ್ತಿಗಳು ಸಮಾನರೇ. ಆದರೆ ಸುಪ್ರೀಂ ಕೋರ್ಟ್‌ನ ಆಡಳಿತ ಮತ್ತು ಹಣಕಾಸಿಗೆ ಸಂಬಂಧಿಸಿದ ಅಧಿಕಾರ ಮುಖ್ಯ ನ್ಯಾಯಮೂರ್ತಿಗಳಲ್ಲಿ ಮಾತ್ರ ಇರುತ್ತದೆ. ಸುಪ್ರೀಂ ಕೋರ್ಟ್‌ನ ಆಡಳಿತ ಅಂದರೆ ನ್ಯಾಯಪೀಠಗಳ ರಚನೆ, ಕೇಸ್‌ಗಳ ವಿತರಣೆ, ಸುಪ್ರೀಂ ಕೋರ್ಟ್‌ನ ಆಡಳಿತಾತ್ಮಕ ಕೆಲ ನಿರ್ಧಾರಗಳನ್ನು ತೆಗೆದುಕೊಳ್ಳುವುದು ಮುಖ್ಯ ನ್ಯಾಯಮೂರ್ತಿಗಳೇ. ಸುಪ್ರೀಂ ಕೋರ್ಟ್‌ನ ಮುಖ್ಯ ನ್ಯಾಯಮೂರ್ತಿಗಳ ಬಳಿ ಹೆಚ್ಚಿನ ಬಜೆಟ್ ಏನು ಇರುವುದಿಲ್ಲ. ಆದರೆ ಸುಪ್ರೀಂ ಕೋರ್ಟ್‌ನ ಮುಖ್ಯ ನ್ಯಾಯಮೂರ್ತಿಗಳು ಇತರ ನ್ಯಾಯಮೂರ್ತಿಗಳನ್ನು ಒಳಗೊಂಡ ವಿವಿಧ ಸಮಿತಿ ರಚಿಸಿರುತ್ತಾರೆ. ಆ ಸಮಿತಿಗಳು ನೀಡುವ ಬೇಡಿಕೆಗಳ ಪ್ರಸ್ತಾವನೆಯನ್ನು ಪರಿಶೀಲಿಸಿ ಸರ್ಕಾರದ ಸಂಬಂಧಿತ ಇಲಾಖೆಗೆ ಕಳುಹಿಸುವ ಅಧಿಕಾರ ಮುಖ್ಯ ನ್ಯಾಯಾಧೀಶರಲ್ಲಿ ಇರುತ್ತದೆ. ಉದಾಹರಣೆಗೆ ಕಟ್ಟಡ ಕಮಿಟಿಯು ಸುಪ್ರೀಂಕೋರ್ಟ್‌ನ ಯಾವುದಾದರೂ ಭಾಗದ ನವೀಕರಣದ ಪ್ರಸ್ತಾವನೆ ಸಲ್ಲಿಸಿದರೆ ಅದನ್ನು ಪರಿಶೀಲಿಸಿ ಕೇಂದ್ರ ಲೋಕೋಪಯೋಗಿ ಇಲಾಖೆಗೆ ನೀಡುವ ಕೆಲಸ ಮುಖ್ಯ ನ್ಯಾಯಮೂರ್ತಿಗಳದ್ದು. ಉಳಿದಂತೆ ಲೋಕೋಪಯೋಗಿ ಇಲಾಖೆಯೇ ಕಾಮಗಾರಿಯ ಟೆಂಡರ್, ನಿರ್ವಹಣೆ ಮುಂತಾದವುಗಳನ್ನು ಮಾಡುತ್ತವೆ. <box>25 1680 380 1997</box>
